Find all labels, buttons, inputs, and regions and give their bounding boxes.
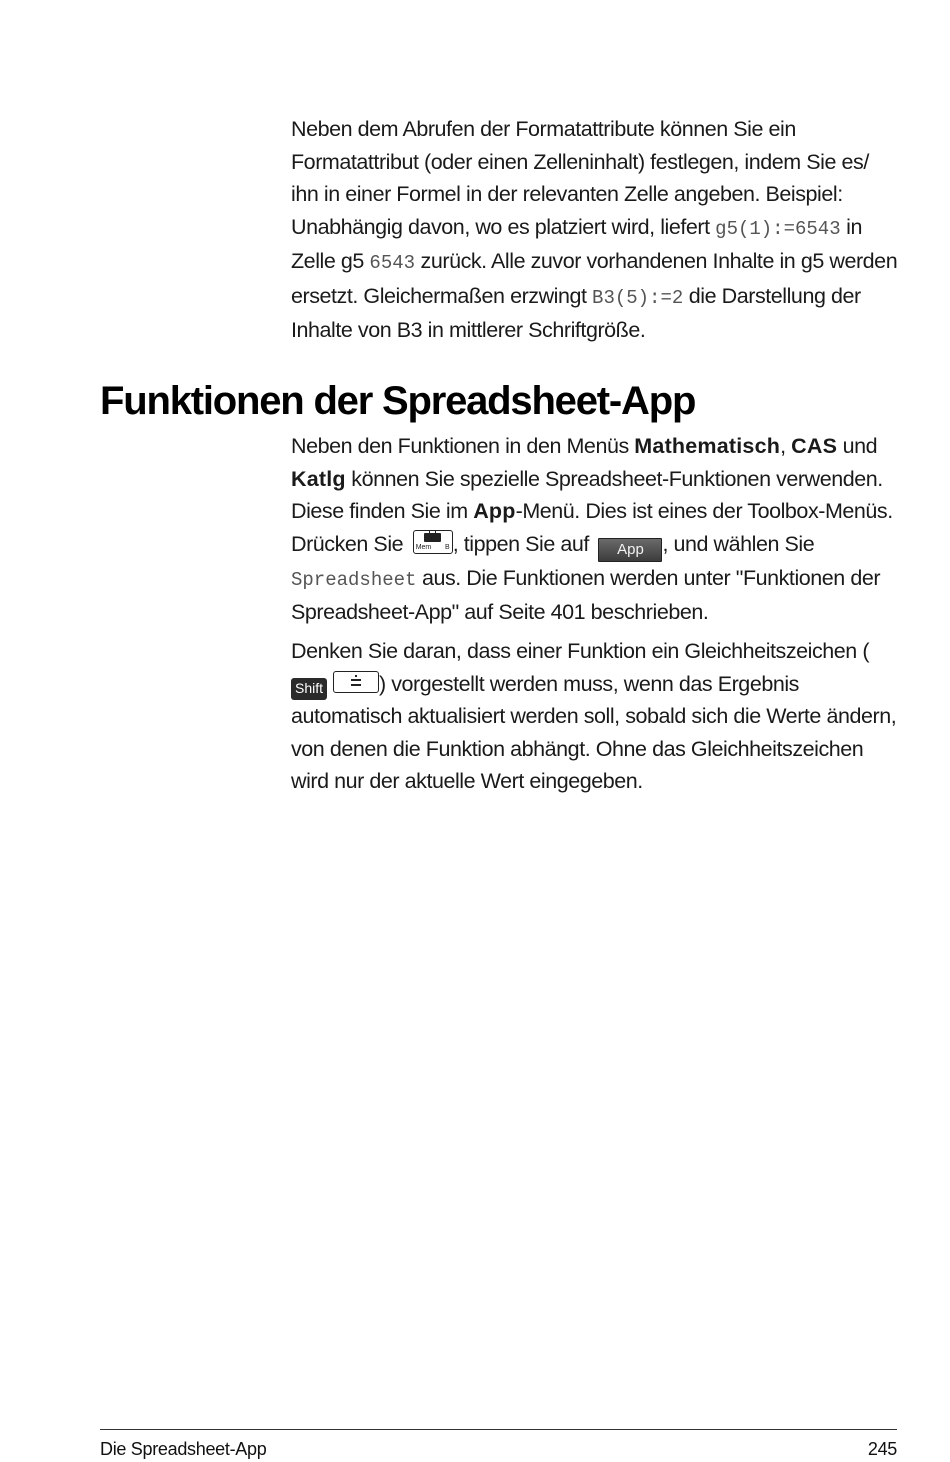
- code-6543: 6543: [369, 252, 416, 274]
- footer-divider: [100, 1429, 897, 1430]
- text-run: können Sie spezielle Spreadsheet-Funktionen verwenden. Diese finden Sie im: [291, 466, 883, 523]
- code-b3-assign: B3(5):=2: [592, 286, 684, 309]
- menu-name-app: App: [473, 499, 516, 523]
- paragraph-format-attributes: [291, 113, 901, 347]
- mem-key-shift-label: B: [445, 543, 450, 551]
- text-run: -Menü. Dies ist eines der Toolbox-Menüs. Drücken Sie: [291, 499, 893, 556]
- code-g5-assign: g5(1):=6543: [715, 217, 841, 240]
- menu-name-mathematisch: Mathematisch: [634, 434, 781, 458]
- code-spreadsheet: Spreadsheet: [291, 568, 417, 591]
- text-run: zurück. Alle zuvor vorhandenen Inhalte in g5 werden ersetzt. Gleichermaßen erzwingt: [291, 249, 898, 308]
- shift-key-icon: Shift: [291, 678, 327, 700]
- menu-name-cas: CAS: [791, 434, 838, 458]
- text-run: , und wählen Sie: [662, 531, 815, 556]
- paragraph-equals-sign: [291, 635, 901, 798]
- text-run: ) vorgestellt werden muss, wenn das Ergebnis automatisch aktualisiert werden soll, sobald sich die Werte ändern, von denen die Funktion abhängt. Ohne das Gleichheitszeichen wird nur der aktuelle Wert eingegeben.: [291, 671, 897, 793]
- text-run: ,: [780, 434, 792, 458]
- text-run: , tippen Sie auf: [452, 531, 595, 556]
- text-run: Neben den Funktionen in den Menüs: [291, 434, 635, 458]
- text-run: in Zelle g5: [291, 214, 862, 273]
- equals-key-icon: [333, 671, 379, 693]
- section-heading: Funktionen der Spreadsheet-App: [100, 379, 696, 423]
- footer-chapter-title: Die Spreadsheet-App: [100, 1439, 267, 1459]
- text-run: Denken Sie daran, dass einer Funktion ein Gleichheitszeichen (: [291, 639, 870, 663]
- text-run: aus. Die Funktionen werden unter "Funktionen der Spreadsheet-App" auf Seite 401 beschrieben.: [291, 565, 881, 624]
- menu-name-katlg: Katlg: [291, 466, 346, 491]
- app-softkey-icon: App: [598, 538, 662, 562]
- paragraph-spreadsheet-functions: [291, 430, 901, 629]
- toolbox-icon: [424, 533, 441, 542]
- footer-page-number: 245: [867, 1439, 897, 1459]
- text-run: die Darstellung der Inhalte von B3 in mittlerer Schriftgröße.: [291, 283, 861, 342]
- text-run: Neben dem Abrufen der Formatattribute können Sie ein Formatattribut (oder einen Zelleninhalt) festlegen, indem Sie es/ ihn in einer Formel in der relevanten Zelle angeben. Beispiel: Unabhängig davon, wo es platziert wird, liefert: [291, 117, 869, 239]
- toolbox-key-icon: [413, 530, 453, 554]
- text-run: und: [837, 434, 878, 458]
- mem-key-label: Mem: [415, 543, 432, 551]
